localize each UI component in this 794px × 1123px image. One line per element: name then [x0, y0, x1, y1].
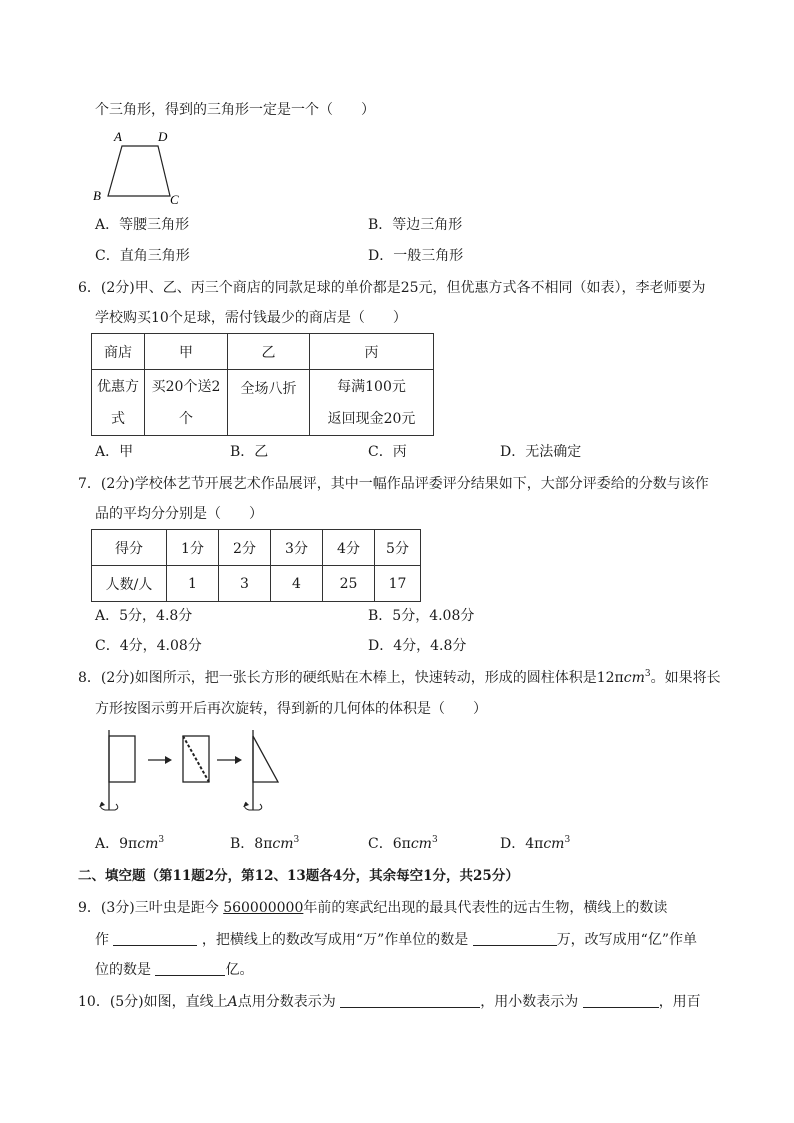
q6-shop-table — [91, 333, 434, 436]
q10-blank-decimal[interactable] — [583, 993, 659, 1008]
q6-cell-bing: 每满100元 返回现金20元 — [310, 370, 434, 436]
q9-blank-wan[interactable] — [473, 931, 557, 946]
q7-th-3: 3分 — [271, 530, 323, 566]
label-b: B — [93, 188, 101, 203]
q7-option-b[interactable]: B．5分，4.08分 — [368, 608, 475, 624]
q6-th-bing: 丙 — [310, 334, 434, 370]
q10-blank-fraction[interactable] — [340, 993, 480, 1008]
q8-option-a[interactable]: A．9πcm$^3$ — [95, 835, 165, 852]
q5-option-d[interactable]: D．一般三角形 — [368, 248, 464, 264]
q6-option-a[interactable]: A．甲 — [95, 444, 134, 460]
q7-score-table — [91, 529, 421, 602]
trapezoid-figure — [88, 126, 198, 206]
q7-th-5: 5分 — [375, 530, 421, 566]
q9-blank-reading[interactable] — [113, 931, 197, 946]
q5-option-a[interactable]: A．等腰三角形 — [95, 217, 190, 233]
q7-option-a[interactable]: A．5分，4.8分 — [95, 608, 193, 624]
q6-option-c[interactable]: C．丙 — [368, 444, 407, 460]
q7-cell-1: 1 — [167, 566, 219, 602]
q7-option-c[interactable]: C．4分，4.08分 — [95, 638, 202, 654]
q7-th-2: 2分 — [219, 530, 271, 566]
q10-stem-line1: 10．(5分)如图，直线上A点用分数表示为 ，用小数表示为 ，用百 — [78, 994, 701, 1010]
q7-th-4: 4分 — [323, 530, 375, 566]
q8-stem-line1: 8．(2分)如图所示，把一张长方形的硬纸贴在木棒上，快速转动，形成的圆柱体积是12πcm$^3$。如果将长 — [78, 669, 721, 686]
q5-option-b[interactable]: B．等边三角形 — [368, 217, 463, 233]
q7-th-score: 得分 — [92, 530, 167, 566]
section-2-heading: 二、填空题（第11题2分，第12、13题各4分，其余每空1分，共25分） — [78, 868, 519, 884]
q7-stem-line2: 品的平均分分别是（ ） — [95, 506, 263, 522]
q5-option-c[interactable]: C．直角三角形 — [95, 248, 190, 264]
q6-stem-line1: 6．(2分)甲、乙、丙三个商店的同款足球的单价都是25元，但优惠方式各不相同（如表），李老师要为 — [78, 280, 706, 296]
q7-cell-2: 3 — [219, 566, 271, 602]
q9-stem-line1: 9．(3分)三叶虫是距今 560000000年前的寒武纪出现的最具代表性的远古生物，横线上的数读 — [78, 900, 668, 916]
label-c: C — [170, 192, 179, 206]
q7-th-1: 1分 — [167, 530, 219, 566]
q6-cell-yi: 全场八折 — [228, 370, 310, 436]
q8-option-c[interactable]: C．6πcm$^3$ — [368, 835, 438, 852]
q7-option-d[interactable]: D．4分，4.8分 — [368, 638, 467, 654]
q9-stem-line2: 作 ，把横线上的数改写成用“万”作单位的数是 万，改写成用“亿”作单 — [95, 932, 698, 948]
q9-stem-line3: 位的数是 亿。 — [95, 962, 254, 978]
q8-option-b[interactable]: B．8πcm$^3$ — [230, 835, 300, 852]
q6-option-d[interactable]: D．无法确定 — [500, 444, 582, 460]
q6-th-yi: 乙 — [228, 334, 310, 370]
q7-stem-line1: 7．(2分)学校体艺节开展艺术作品展评，其中一幅作品评委评分结果如下，大部分评委给的分数与该作 — [78, 476, 709, 492]
q9-blank-yi[interactable] — [155, 961, 225, 976]
q5-stem-tail: 个三角形，得到的三角形一定是一个（ ） — [95, 102, 375, 118]
q7-row-label: 人数/人 — [92, 566, 167, 602]
q6-cell-jia: 买20个送2 个 — [145, 370, 228, 436]
rotation-figure — [88, 728, 288, 824]
label-d: D — [158, 129, 168, 144]
q6-stem-line2: 学校购买10个足球，需付钱最少的商店是（ ） — [95, 310, 407, 326]
q6-option-b[interactable]: B．乙 — [230, 444, 269, 460]
label-a: A — [114, 129, 122, 144]
q8-stem-line2: 方形按图示剪开后再次旋转，得到新的几何体的体积是（ ） — [95, 701, 487, 717]
q7-cell-4: 25 — [323, 566, 375, 602]
q8-option-d[interactable]: D．4πcm$^3$ — [500, 835, 571, 852]
q7-cell-3: 4 — [271, 566, 323, 602]
q7-cell-5: 17 — [375, 566, 421, 602]
q6-row-label: 优惠方 式 — [92, 370, 145, 436]
q6-th-jia: 甲 — [145, 334, 228, 370]
q9-underlined-number: 560000000 — [223, 900, 304, 916]
q6-th-shop: 商店 — [92, 334, 145, 370]
